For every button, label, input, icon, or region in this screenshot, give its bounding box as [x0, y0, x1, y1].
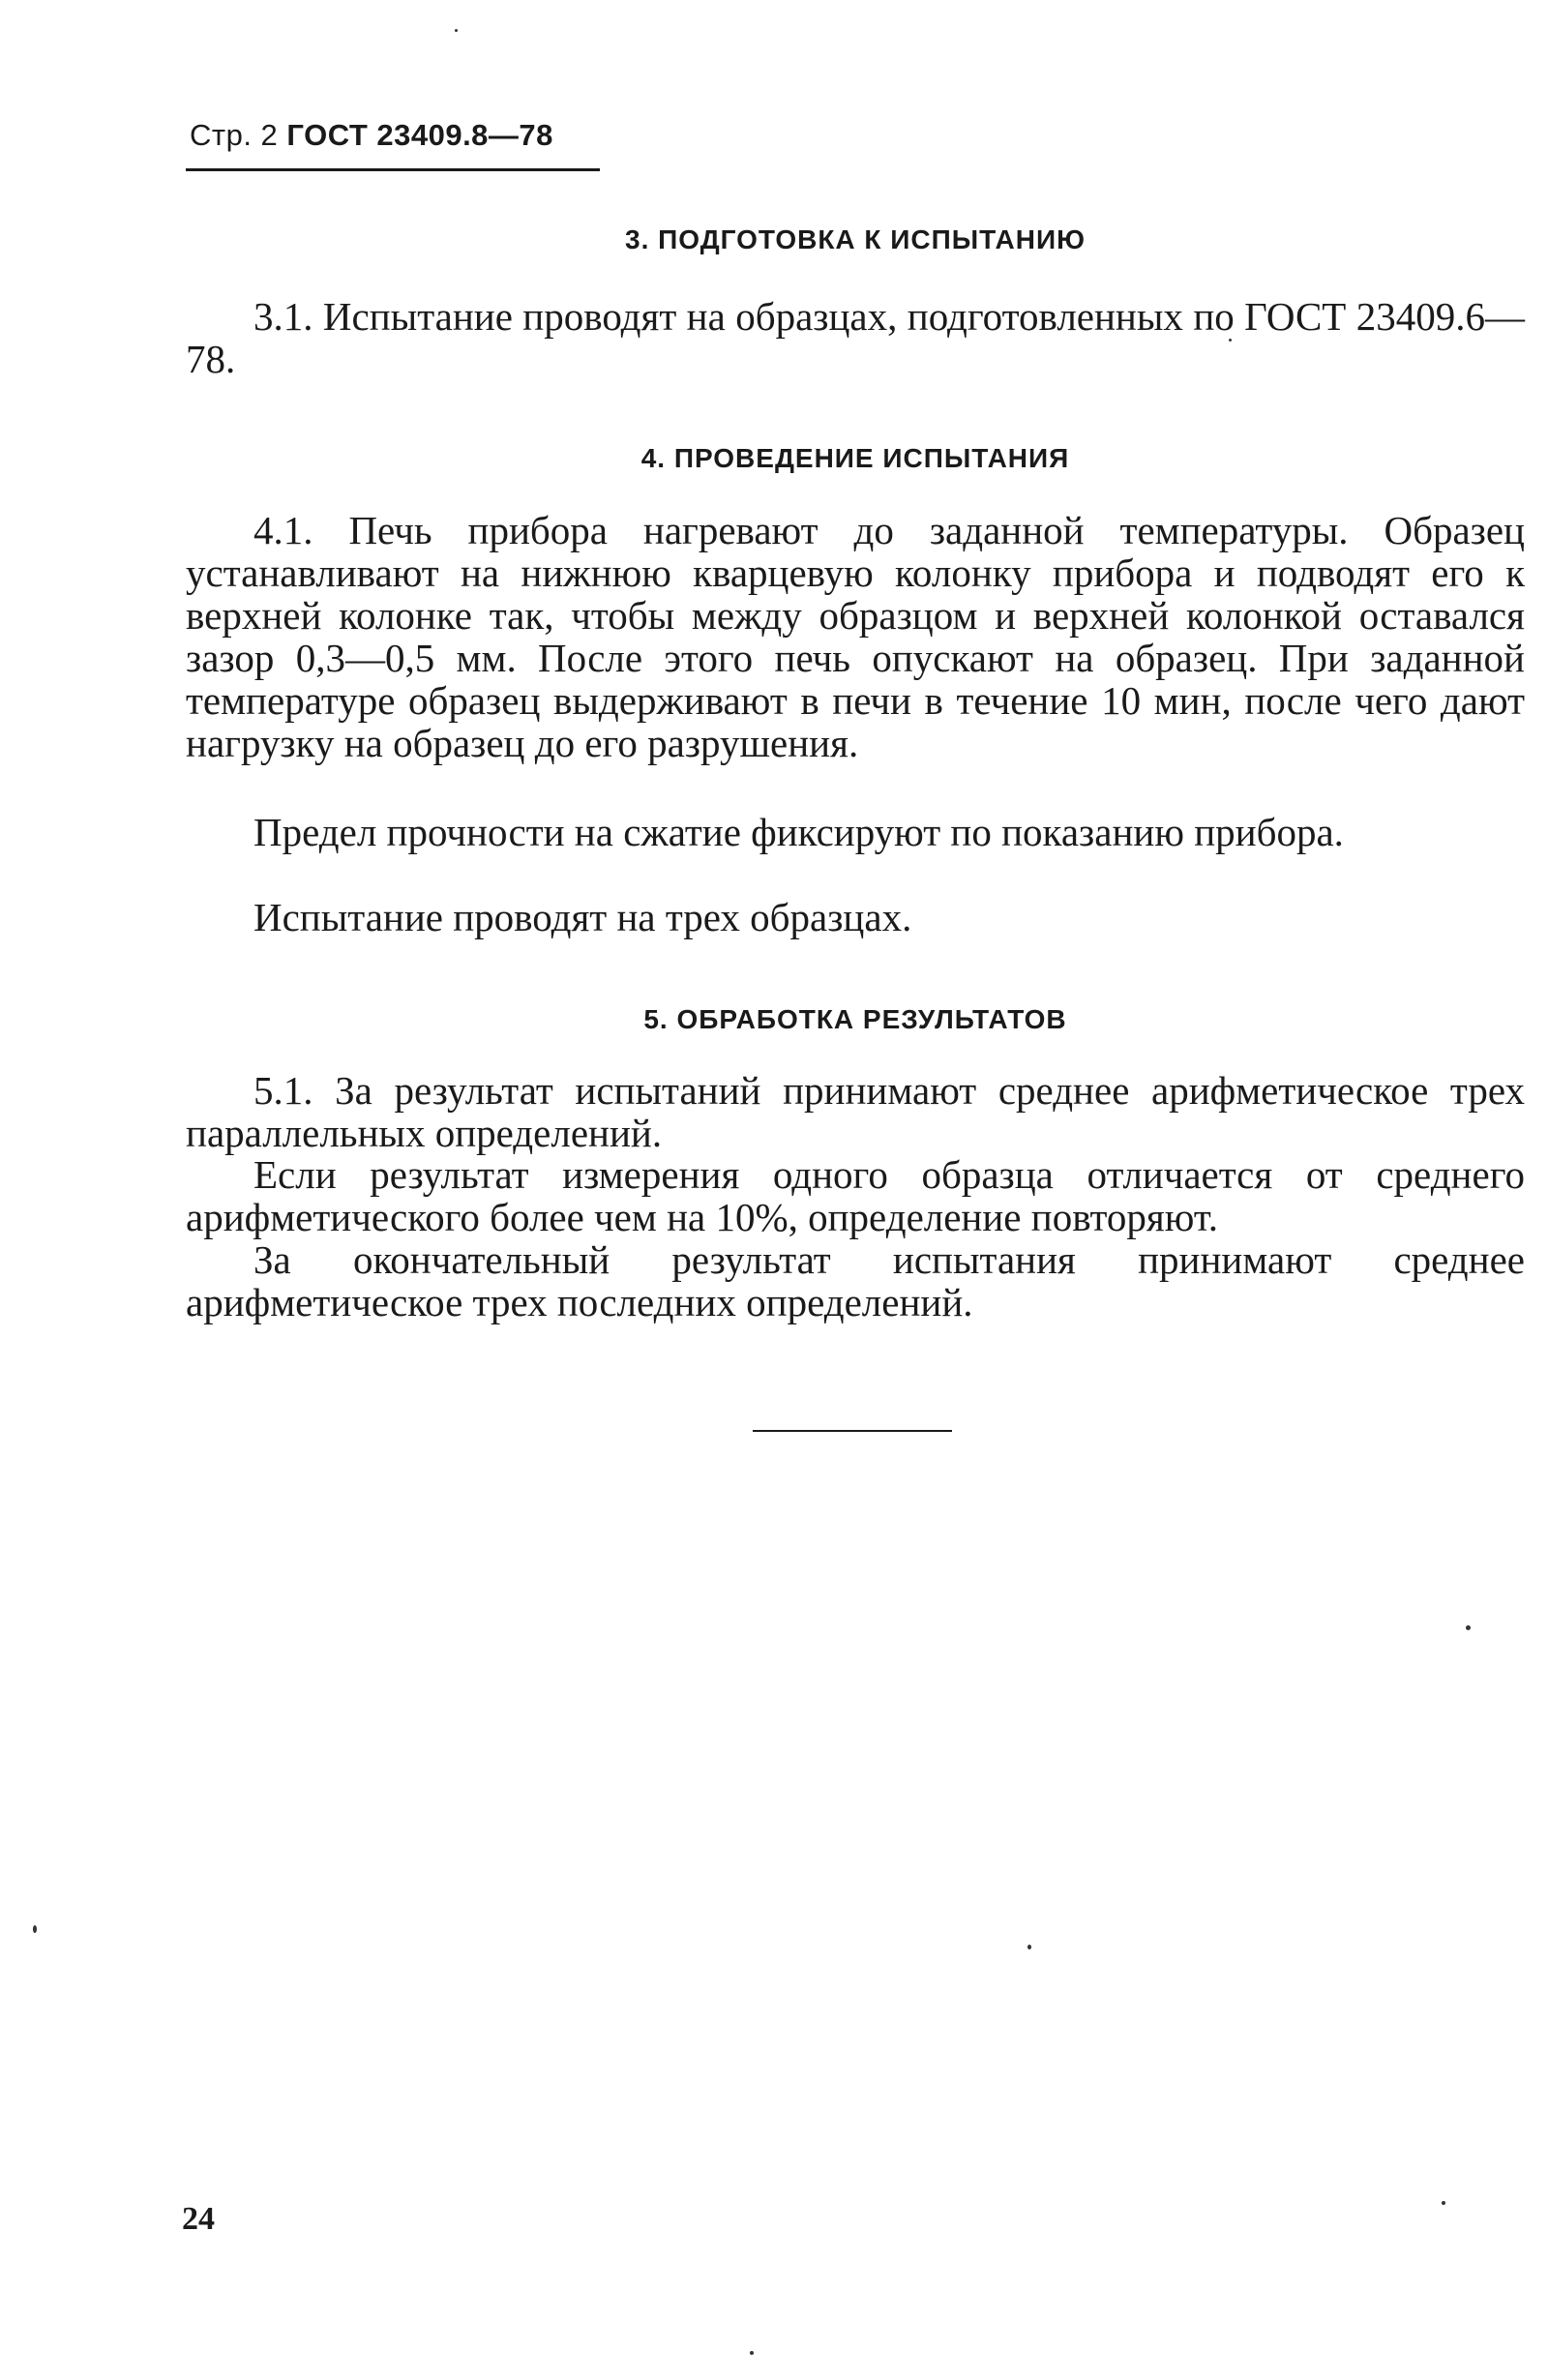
section-5-paragraph-1: 5.1. За результат испытаний принимают среднее арифметическое трех параллельных определений.	[186, 1068, 1525, 1155]
scan-speck	[1027, 1945, 1031, 1949]
section-3-paragraph-1: 3.1. Испытание проводят на образцах, подготовленных по ГОСТ 23409.6—78.	[186, 294, 1525, 381]
end-divider	[753, 1430, 952, 1432]
scan-speck	[1442, 2201, 1445, 2205]
standard-number: ГОСТ 23409.8—78	[286, 118, 553, 152]
section-4-paragraph-1: 4.1. Печь прибора нагревают до заданной температуры. Образец устанавливают на нижнюю кварцевую колонку прибора и подводят его к верхней колонке так, чтобы между образцом и верхней колонкой оставался зазор 0,3—0,5 мм. После этого печь опускают на образец. При заданной температуре образец выдерживают в печи в течение 10 мин, после чего дают нагрузку на образец до его разрушения.	[186, 508, 1525, 765]
section-5-title: 5. ОБРАБОТКА РЕЗУЛЬТАТОВ	[643, 1004, 1067, 1034]
section-4-title: 4. ПРОВЕДЕНИЕ ИСПЫТАНИЯ	[640, 443, 1070, 473]
scan-speck	[33, 1925, 37, 1933]
page-number: 24	[182, 2201, 215, 2237]
header-divider	[186, 168, 600, 171]
section-5-paragraph-3: За окончательный результат испытания принимают среднее арифметическое трех последних определений.	[186, 1237, 1525, 1324]
page-label: Стр. 2	[190, 118, 279, 152]
running-header	[190, 118, 553, 153]
section-3-title: 3. ПОДГОТОВКА К ИСПЫТАНИЮ	[625, 224, 1086, 254]
section-4-paragraph-3: Испытание проводят на трех образцах.	[253, 895, 912, 939]
scan-speck	[1229, 339, 1232, 342]
scan-speck	[455, 29, 458, 32]
section-4-paragraph-2: Предел прочности на сжатие фиксируют по показанию прибора.	[253, 810, 1344, 854]
scan-speck	[750, 2351, 754, 2355]
section-5-paragraph-2: Если результат измерения одного образца отличается от среднего арифметического более чем на 10%, определение повторяют.	[186, 1152, 1525, 1239]
scan-speck	[1466, 1625, 1471, 1630]
